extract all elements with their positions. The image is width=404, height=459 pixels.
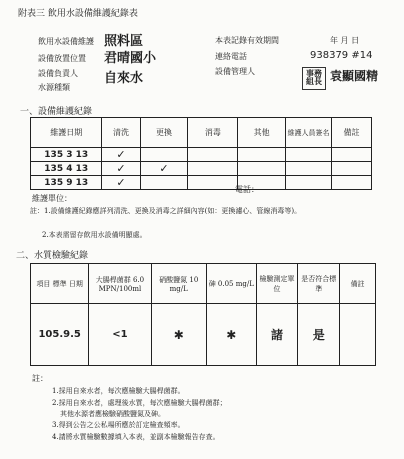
row-lab: 諸 xyxy=(256,304,298,366)
section1-note-2: 2.本表需留存飲用水設備明顯處。 xyxy=(42,231,147,239)
handwritten-manager: 袁顯國精 xyxy=(330,69,379,83)
row-clean-check: ✓ xyxy=(102,176,140,190)
row-date: 135 3 13 xyxy=(31,148,102,162)
table-header-row xyxy=(31,118,372,148)
stamp-bottom-text: 組長 xyxy=(306,77,322,87)
row-clean-check: ✓ xyxy=(102,148,140,162)
row-note xyxy=(331,176,371,190)
row-disinfect xyxy=(188,176,238,190)
row-pass: 是 xyxy=(298,304,340,366)
column-header-signer: 維護人員簽名 xyxy=(286,118,332,148)
row-replace-check: ✓ xyxy=(140,162,188,176)
row-coliform: <1 xyxy=(89,304,151,366)
row-signer xyxy=(286,162,332,176)
row-nitrate: ✱ xyxy=(151,304,206,366)
stamp-top-text: 事務 xyxy=(306,69,322,78)
column-header-other: 其他 xyxy=(238,118,286,148)
column-header-note: 備註 xyxy=(331,118,371,148)
row-signer xyxy=(286,148,332,162)
column-header-date: 項目 標準 日期 xyxy=(31,264,89,304)
header-label-manager: 設備管理人 xyxy=(215,67,255,76)
row-date: 135 4 13 xyxy=(31,162,102,176)
header-label-location: 設備放置位置 xyxy=(38,54,86,63)
column-header-nitrate: 硝酸鹽氮 10 mg/L xyxy=(151,264,206,304)
section1-note-1: 註：1.設備維護紀錄應詳列清洗、更換及消毒之詳細內容(如：更換濾心、管線消毒等)。 xyxy=(30,207,302,215)
column-header-pass: 是否符合標準 xyxy=(298,264,340,304)
section1-unit-label: 維護單位： xyxy=(32,194,72,203)
row-note xyxy=(331,162,371,176)
header-label-source: 水源種類 xyxy=(38,83,70,92)
section2-notes-label: 註： xyxy=(32,374,48,383)
official-stamp xyxy=(302,67,326,90)
water-quality-table xyxy=(30,263,376,366)
handwritten-phone: 938379 #14 xyxy=(310,50,373,61)
section1-title: 一、設備維護紀錄 xyxy=(20,107,93,117)
header-label-owner: 設備負責人 xyxy=(38,69,78,78)
section2-note-1: 1.採用自來水者，每次應檢驗大腸桿菌群。 xyxy=(52,387,185,395)
row-replace xyxy=(140,176,188,190)
table-header-row xyxy=(31,264,376,304)
column-header-replace: 更換 xyxy=(140,118,188,148)
row-note xyxy=(340,304,376,366)
section1-phone-label: 電話： xyxy=(235,185,259,194)
header-label-period: 本表記錄有效期間 xyxy=(215,36,279,45)
section2-note-5: 4.請將水質檢驗數據填入本表，並副本檢驗報告存查。 xyxy=(52,433,220,441)
table-row xyxy=(31,304,376,366)
column-header-lab: 檢驗測定單位 xyxy=(256,264,298,304)
column-header-note: 備註 xyxy=(340,264,376,304)
handwritten-source: 自來水 xyxy=(104,71,144,86)
column-header-clean: 清洗 xyxy=(102,118,140,148)
row-note xyxy=(331,148,371,162)
section2-note-3: 其他水源者應檢驗硝酸鹽氮及砷。 xyxy=(60,410,165,418)
row-disinfect xyxy=(188,148,238,162)
document-title: 附表三 飲用水設備維護紀錄表 xyxy=(18,9,138,19)
row-date: 135 9 13 xyxy=(31,176,102,190)
table-row xyxy=(31,176,372,190)
row-date: 105.9.5 xyxy=(31,304,89,366)
header-label-phone: 連絡電話 xyxy=(215,52,247,61)
column-header-coliform: 大腸桿菌群 6.0 MPN/100ml xyxy=(89,264,151,304)
maintenance-table xyxy=(30,117,372,190)
row-other xyxy=(238,162,286,176)
section2-title: 二、水質檢驗紀錄 xyxy=(16,251,89,261)
row-clean-check: ✓ xyxy=(102,162,140,176)
table-row xyxy=(31,162,372,176)
column-header-date: 維護日期 xyxy=(31,118,102,148)
row-arsenic: ✱ xyxy=(206,304,256,366)
table-row xyxy=(31,148,372,162)
row-signer xyxy=(286,176,332,190)
section2-note-2: 2.採用自來水者，處理後水質，每次應檢驗大腸桿菌群； xyxy=(52,399,227,407)
handwritten-location: 君晴國小 xyxy=(104,51,157,66)
column-header-arsenic: 砷 0.05 mg/L xyxy=(206,264,256,304)
row-disinfect xyxy=(188,162,238,176)
row-other xyxy=(238,148,286,162)
header-label-facility: 飲用水設備維護 xyxy=(38,37,94,46)
section2-note-4: 3.得到公告之公私場所應於訂定檢查頻率。 xyxy=(52,421,185,429)
handwritten-facility: 照料區 xyxy=(104,34,144,49)
header-date-label: 年 月 日 xyxy=(330,36,360,45)
row-replace xyxy=(140,148,188,162)
column-header-disinfect: 消毒 xyxy=(188,118,238,148)
